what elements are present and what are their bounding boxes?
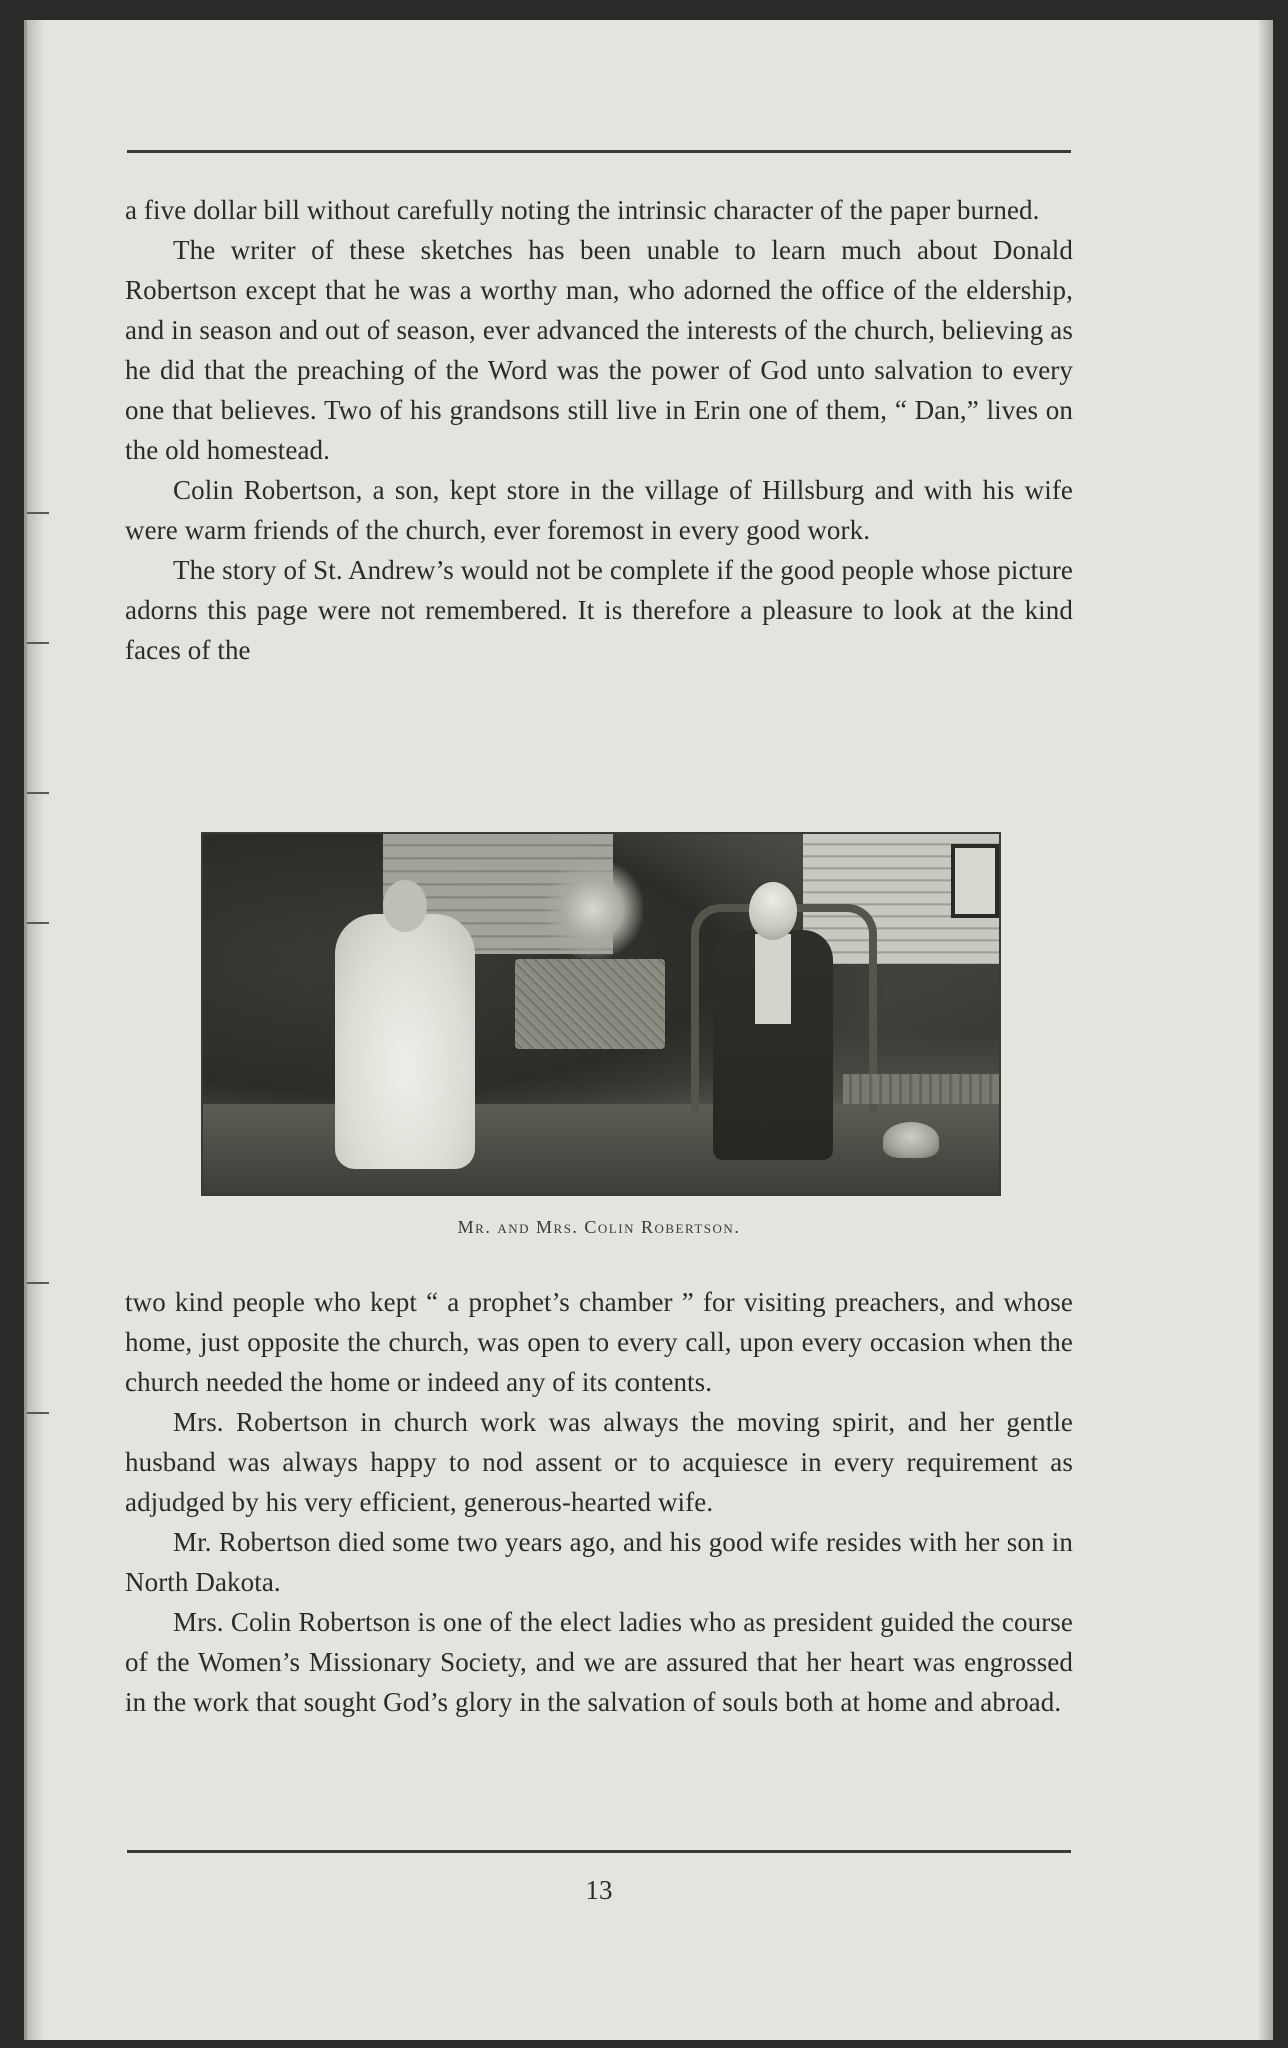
page-edge <box>1259 20 1273 2040</box>
body-text-top <box>125 190 1073 670</box>
paragraph: two kind people who kept “ a prophet’s chamber ” for visiting preachers, and whose home, just opposite the church, was open to every call, upon every occasion when the church needed the home or indeed any of its contents. <box>125 1287 1073 1397</box>
binding-mark <box>27 1412 49 1414</box>
binding-mark <box>27 642 49 644</box>
binding-mark <box>27 1282 49 1284</box>
photograph <box>201 832 1001 1196</box>
photo-caption: Mr. and Mrs. Colin Robertson. <box>457 1217 741 1237</box>
table <box>515 959 665 1049</box>
binding-mark <box>27 792 49 794</box>
page-number: 13 <box>585 1875 613 1905</box>
paragraph: Colin Robertson, a son, kept store in the village of Hillsburg and with his wife were warm friends of the church, ever foremost in every good work. <box>125 475 1073 545</box>
paragraph: Mrs. Robertson in church work was always the moving spirit, and her gentle husband was always happy to nod assent or to acquiesce in every requirement as adjudged by his very efficient, generous-hearted wife. <box>125 1407 1073 1517</box>
book-page <box>24 20 1273 2040</box>
binding-mark <box>27 512 49 514</box>
paragraph: a five dollar bill without carefully noting the intrinsic character of the paper burned. <box>125 195 1040 225</box>
top-rule <box>127 150 1071 153</box>
paragraph: The story of St. Andrew’s would not be complete if the good people whose picture adorns this page were not remembered. It is therefore a pleasure to look at the kind faces of the <box>125 555 1073 665</box>
paragraph: Mrs. Colin Robertson is one of the elect ladies who as president guided the course of the Women’s Missionary Society, and we are assured that her heart was engrossed in the work that sought God’s glory in the salvation of souls both at home and abroad. <box>125 1607 1073 1717</box>
paragraph: The writer of these sketches has been unable to learn much about Donald Robertson except that he was a worthy man, who adorned the office of the eldership, and in season and out of season, ever advanced the interests of the church, believing as he did that the preaching of the Word was the power of God unto salvation to every one that believes. Two of his grandsons still live in Erin one of them, “ Dan,” lives on the old homestead. <box>125 235 1073 465</box>
binding-mark <box>27 922 49 924</box>
spine-shadow <box>27 20 45 2040</box>
bottom-rule <box>127 1850 1071 1853</box>
woman-figure <box>335 914 475 1169</box>
body-text-bottom <box>125 1282 1073 1722</box>
paragraph: Mr. Robertson died some two years ago, and his good wife resides with her son in North Dakota. <box>125 1527 1073 1597</box>
hat <box>883 1122 939 1158</box>
